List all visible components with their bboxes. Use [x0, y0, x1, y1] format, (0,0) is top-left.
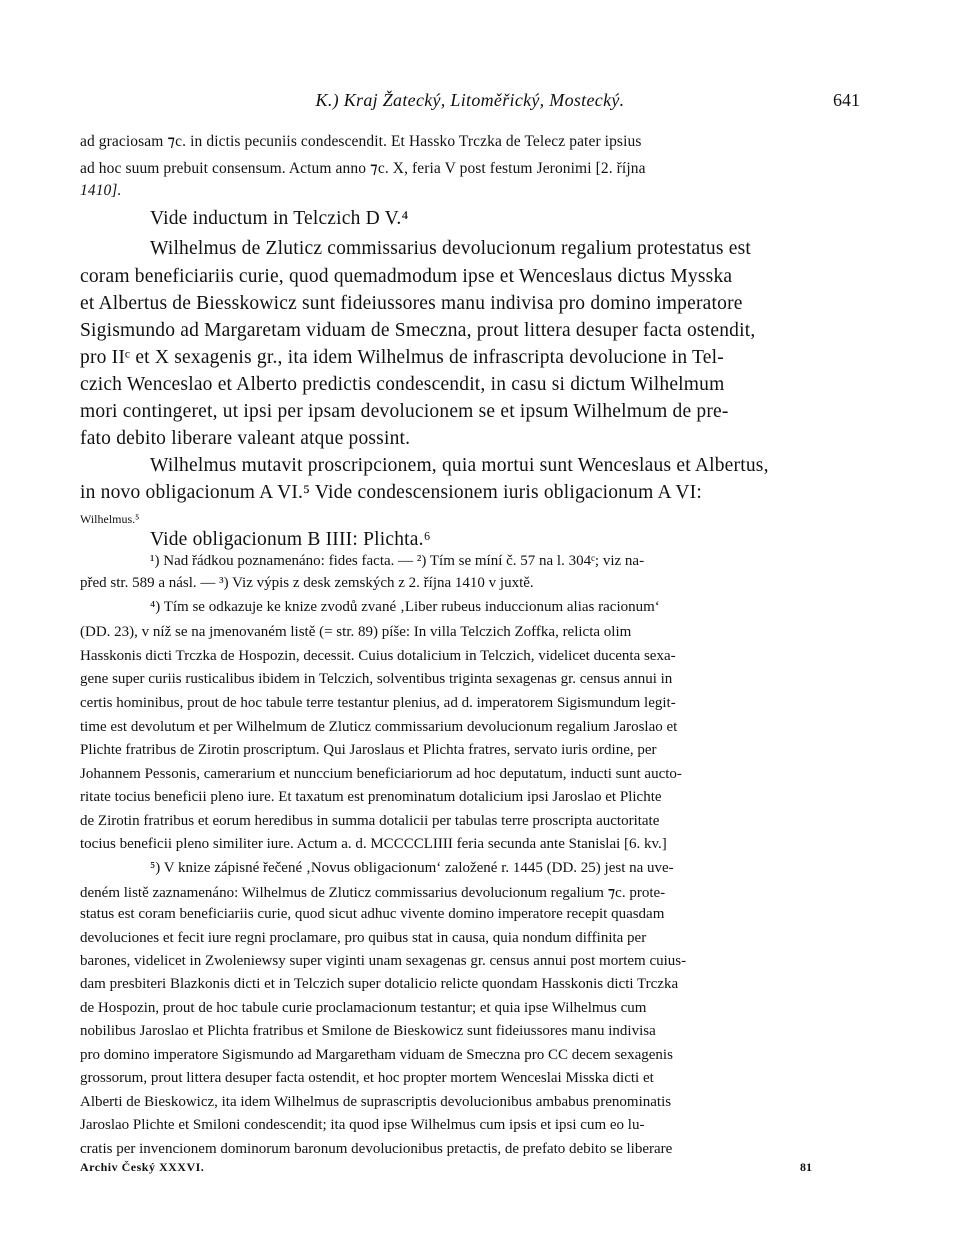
footnote-line: nobilibus Jaroslao et Plichta fratribus et Smilone de Bieskowicz sunt fideiussores manu indivisa [80, 1023, 656, 1039]
footnote-line: Johannem Pessonis, camerarium et nunccium beneficiariorum ad hoc deputatum, inducti sunt aucto- [80, 766, 682, 782]
page-number: 641 [833, 90, 860, 110]
footnote-line: Plichte fratribus de Zirotin proscriptum. Qui Jaroslaus et Plichta fratres, servato iuris ordine, per [80, 742, 657, 758]
text-line: Sigismundo ad Margaretam viduam de Smeczna, prout littera desuper facta ostendit, [80, 320, 756, 341]
footer-signature: 81 [800, 1160, 812, 1174]
footnote-line: ⁴) Tím se odkazuje ke knize zvodů zvané ‚Liber rubeus induccionum alias racionum‘ [150, 599, 660, 615]
footnote-line: devoluciones et fecit iure regni proclamare, pro quibus stat in causa, quia nondum diffinita per [80, 930, 647, 946]
text-line: Vide inductum in Telczich D V.⁴ [150, 208, 409, 229]
text-line: Wilhelmus mutavit proscripcionem, quia mortui sunt Wenceslaus et Albertus, [150, 455, 769, 476]
text-line: ad hoc suum prebuit consensum. Actum anno ⁊c. X, feria V post festum Jeronimi [2. října [80, 160, 646, 177]
footnote-line: ritate tocius beneficii pleno iure. Et taxatum est prenominatum dotalicium ipsi Jaroslao et Plichte [80, 789, 662, 805]
footnote-line: time est devolutum et per Wilhelmum de Zluticz commissarium devolucionum regalium Jaroslao et [80, 719, 678, 735]
footnote-line: před str. 589 a násl. — ³) Viz výpis z desk zemských z 2. října 1410 v juxtě. [80, 575, 534, 591]
footnote-line: de Hospozin, prout de hoc tabule curie proclamacionum testantur; et quia ipse Wilhelmus cum [80, 1000, 647, 1016]
footnote-line: certis hominibus, prout de hoc tabule terre testantur plenius, ad d. imperatorem Sigismundum legit- [80, 695, 676, 711]
text-line: ad graciosam ⁊c. in dictis pecuniis condescendit. Et Hassko Trczka de Telecz pater ipsius [80, 133, 642, 150]
footnote-line: Alberti de Bieskowicz, ita idem Wilhelmus de suprascriptis devolucionibus ambabus prenominatis [80, 1094, 672, 1110]
footer-series: Archiv Český XXXVI. [80, 1160, 205, 1174]
text-line: 1410]. [80, 182, 122, 199]
footnote-line: (DD. 23), v níž se na jmenovaném listě (= str. 89) píše: In villa Telczich Zoffka, relicta olim [80, 624, 632, 640]
text-line: in novo obligacionum A VI.⁵ Vide condescensionem iuris obligacionum A VI: [80, 482, 702, 503]
text-line: fato debito liberare valeant atque possint. [80, 428, 411, 449]
footnote-line: cratis per invencionem dominorum baronum devolucionibus pretactis, de prefato debito se liberare [80, 1141, 673, 1157]
footnote-line: status est coram beneficiariis curie, quod sicut adhuc vivente domino imperatore recepit quasdam [80, 906, 665, 922]
footnote-line: ⁵) V knize zápisné řečené ‚Novus obligacionum‘ založené r. 1445 (DD. 25) jest na uve- [150, 860, 674, 876]
text-line: czich Wenceslao et Alberto predictis condescendit, in casu si dictum Wilhelmum [80, 374, 725, 395]
footnote-line: Jaroslao Plichte et Smiloni condescendit; ita quod ipse Wilhelmus cum ipsis et ipsi cum eo lu- [80, 1117, 645, 1133]
footnote-line: ¹) Nad řádkou poznamenáno: fides facta. — ²) Tím se míní č. 57 na l. 304ᶜ; viz na- [150, 553, 645, 569]
page-footer [80, 1160, 860, 1180]
footnote-line: dam presbiteri Blazkonis dicti et in Telczich super dotalicio relicte quondam Hasskonis dicti Trczka [80, 976, 679, 992]
text-line: mori contingeret, ut ipsi per ipsam devolucionem se et ipsum Wilhelmum de pre- [80, 401, 729, 422]
footnote-line: de Zirotin fratribus et eorum heredibus in summa dotalicii per tabulas terre proscripta auctoritate [80, 813, 660, 829]
text-line: coram beneficiariis curie, quod quemadmodum ipse et Wenceslaus dictus Mysska [80, 266, 733, 287]
text-line: et Albertus de Biesskowicz sunt fideiussores manu indivisa pro domino imperatore [80, 293, 743, 314]
footnote-line: pro domino imperatore Sigismundo ad Margaretham viduam de Smeczna pro CC decem sexagenis [80, 1047, 673, 1063]
footnote-line: deném listě zaznamenáno: Wilhelmus de Zluticz commissarius devolucionum regalium ⁊c. prote- [80, 885, 666, 901]
header-title: K.) Kraj Žatecký, Litoměřický, Mostecký. [315, 90, 625, 110]
running-header [80, 90, 860, 118]
text-line: pro IIᶜ et X sexagenis gr., ita idem Wilhelmus de infrascripta devolucione in Tel- [80, 347, 724, 368]
footnote-line: gene super curiis rusticalibus ibidem in Telczich, solventibus triginta sexagenas gr. census annui in [80, 671, 673, 687]
text-line: Wilhelmus de Zluticz commissarius devolucionum regalium protestatus est [150, 238, 751, 259]
footnote-line: Hasskonis dicti Trczka de Hospozin, decessit. Cuius dotalicium in Telczich, videlicet ducenta sexa- [80, 648, 676, 664]
text-line: Wilhelmus.⁵ [80, 512, 140, 526]
footnote-line: barones, videlicet in Zwoleniewsy super viginti unam sexagenas gr. census annui post mortem cuius- [80, 953, 687, 969]
footnote-line: grossorum, prout littera desuper facta ostendit, et hoc propter mortem Wenceslai Misska dicti et [80, 1070, 654, 1086]
footnote-line: tocius beneficii pleno similiter iure. Actum a. d. MCCCCLIIII feria secunda ante Stanislai [6. kv.] [80, 836, 667, 852]
text-line: Vide obligacionum B IIII: Plichta.⁶ [150, 529, 431, 550]
